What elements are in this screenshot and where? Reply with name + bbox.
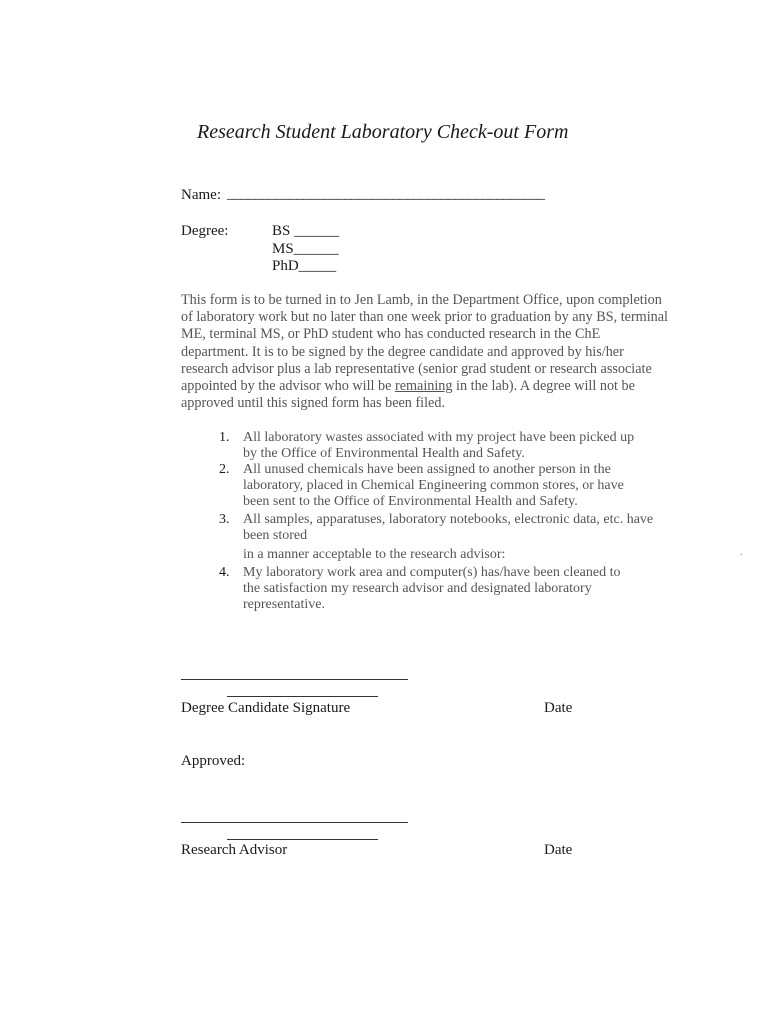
- paragraph-line: [181, 378, 681, 395]
- paragraph-line: approved until this signed form has been filed.: [181, 395, 445, 412]
- form-title: Research Student Laboratory Check-out Form: [197, 121, 569, 143]
- checklist-item: [181, 430, 681, 462]
- advisor-signature-line[interactable]: [181, 822, 408, 823]
- underlined-word: remaining: [394, 378, 453, 395]
- instructions-paragraph: [181, 292, 681, 412]
- paragraph-line: research advisor plus a lab representative (senior grad student or research associate: [181, 360, 652, 377]
- paragraph-line: department. It is to be signed by the degree candidate and approved by his/her: [181, 343, 624, 360]
- item-number: 4.: [219, 565, 230, 580]
- item-line: the satisfaction my research advisor and designated laboratory: [243, 581, 592, 596]
- approved-label: Approved:: [181, 753, 246, 769]
- item-line: All unused chemicals have been assigned to another person in the: [243, 462, 611, 477]
- date-label: Date: [544, 700, 573, 716]
- checklist-item: [181, 565, 681, 613]
- date-label: Date: [544, 842, 573, 858]
- item-line: in a manner acceptable to the research advisor:: [243, 547, 506, 562]
- paragraph-text: appointed by the advisor who will be: [181, 378, 395, 395]
- item-line: been sent to the Office of Environmental Health and Safety.: [243, 494, 578, 509]
- item-number: 3.: [219, 512, 230, 527]
- checklist-item: [181, 512, 681, 544]
- checklist: [181, 430, 681, 613]
- degree-option-ms[interactable]: MS______: [272, 241, 339, 257]
- candidate-signature-label: Degree Candidate Signature: [181, 700, 351, 716]
- advisor-label: Research Advisor: [181, 842, 288, 858]
- paragraph-line: of laboratory work but no later than one week prior to graduation by any BS, terminal: [181, 309, 668, 326]
- paragraph-text: in the lab). A degree will not be: [452, 378, 635, 395]
- paragraph-line: This form is to be turned in to Jen Lamb, in the Department Office, upon completion: [181, 292, 662, 308]
- item-line: All laboratory wastes associated with my project have been picked up: [243, 430, 635, 445]
- advisor-date-line[interactable]: [227, 839, 378, 840]
- item-line: by the Office of Environmental Health and Safety.: [243, 446, 525, 461]
- item-line: laboratory, placed in Chemical Engineering common stores, or have: [243, 478, 624, 493]
- name-field-blank[interactable]: ______________________________________________: [227, 186, 545, 202]
- degree-option-phd[interactable]: PhD_____: [272, 258, 337, 274]
- stray-dot: .: [740, 547, 743, 558]
- item-line: All samples, apparatuses, laboratory notebooks, electronic data, etc. have: [243, 512, 654, 527]
- item-number: 1.: [219, 430, 230, 445]
- candidate-signature-line[interactable]: [181, 679, 408, 680]
- item-line: been stored: [243, 528, 308, 543]
- name-label: Name:: [181, 187, 221, 203]
- paragraph-line: ME, terminal MS, or PhD student who has conducted research in the ChE: [181, 326, 601, 343]
- degree-label: Degree:: [181, 223, 229, 239]
- item-line: representative.: [243, 597, 326, 612]
- item-line: My laboratory work area and computer(s) has/have been cleaned to: [243, 565, 621, 580]
- checklist-item-continuation: [181, 547, 681, 563]
- candidate-date-line[interactable]: [227, 696, 378, 697]
- degree-option-bs[interactable]: BS ______: [272, 223, 340, 239]
- item-number: 2.: [219, 462, 230, 477]
- checklist-item: [181, 462, 681, 510]
